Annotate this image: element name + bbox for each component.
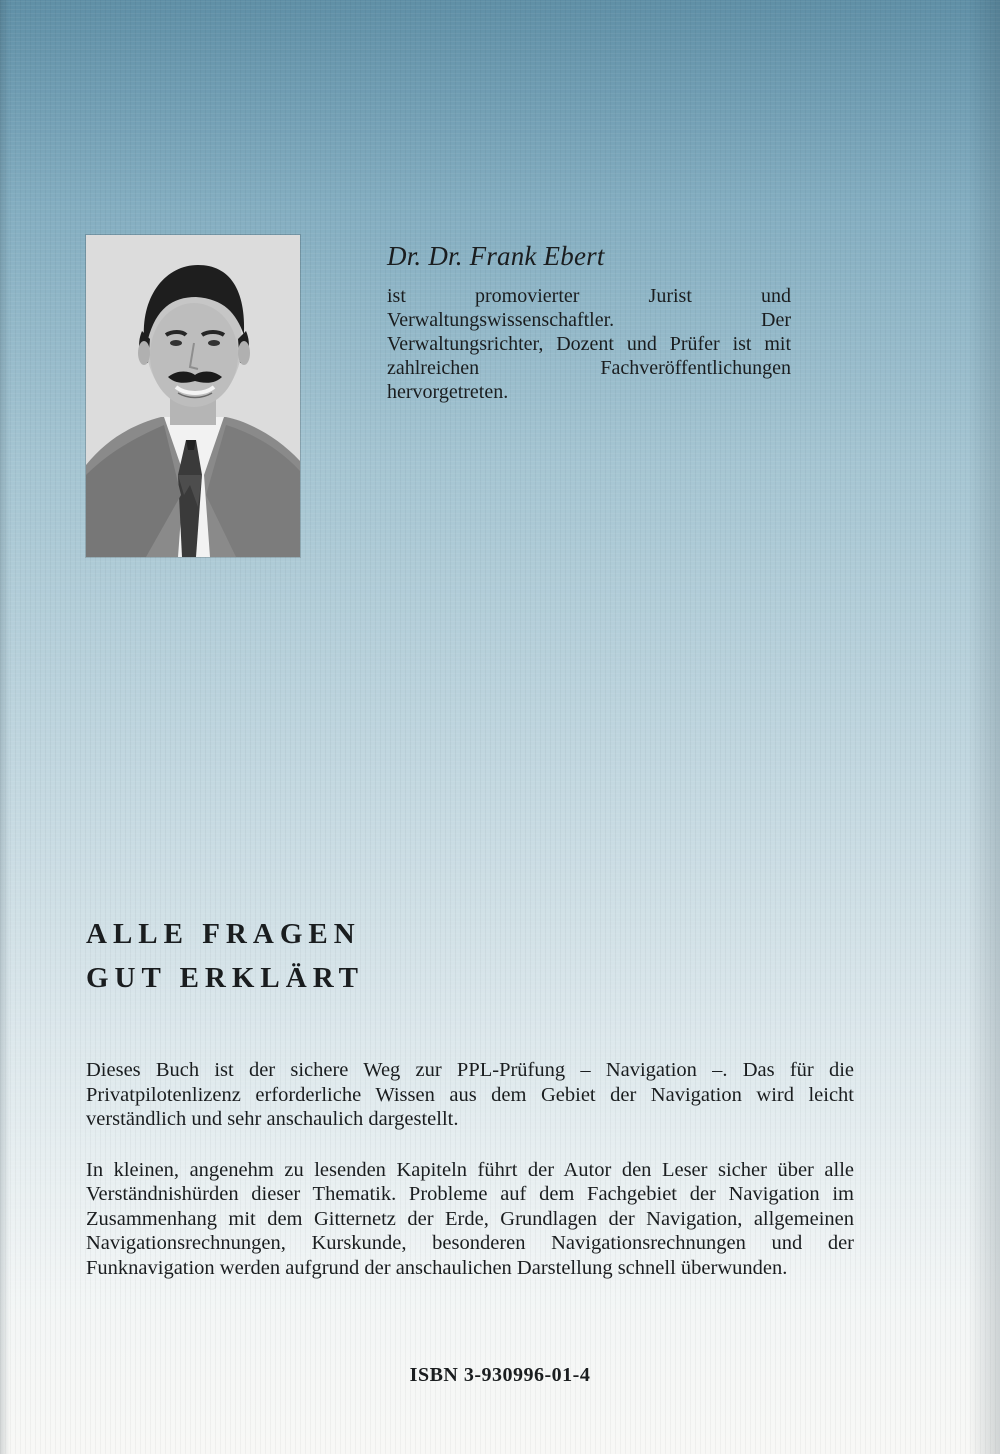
book-description	[86, 1058, 854, 1306]
author-info	[387, 240, 791, 404]
headline	[86, 912, 364, 1000]
author-name: Dr. Dr. Frank Ebert	[387, 241, 605, 271]
headline-line-2: GUT ERKLÄRT	[86, 962, 364, 994]
author-portrait	[86, 235, 300, 557]
cover-right-edge	[968, 0, 1000, 1454]
headline-line-1: ALLE FRAGEN	[86, 918, 361, 950]
cover-left-edge	[0, 0, 10, 1454]
description-paragraph-1: Dieses Buch ist der sichere Weg zur PPL-Prüfung – Navigation –. Das für die Privatpilotenlizenz erforderliche Wissen aus dem Gebiet der Navigation wird leicht verständlich und sehr anschaulich dargestellt.	[86, 1059, 854, 1130]
description-paragraph-2: In kleinen, angenehm zu lesenden Kapiteln führt der Autor den Leser sicher über alle Verständnishürden dieser Thematik. Probleme auf dem Fachgebiet der Navigation im Zusammenhang mit dem Gitternetz der Erde, Grundlagen der Navigation, allgemeinen Navigationsrechnungen, Kurskunde, besonderen Navigationsrechnungen und der Funknavigation werden aufgrund der anschaulichen Darstellung schnell überwunden.	[86, 1158, 854, 1279]
isbn-number: ISBN 3-930996-01-4	[409, 1364, 591, 1386]
author-bio: ist promovierter Jurist und Verwaltungswissenschaftler. Der Verwaltungsrichter, Dozent und Prüfer ist mit zahlreichen Fachveröffentlichungen hervorgetreten.	[387, 285, 791, 403]
